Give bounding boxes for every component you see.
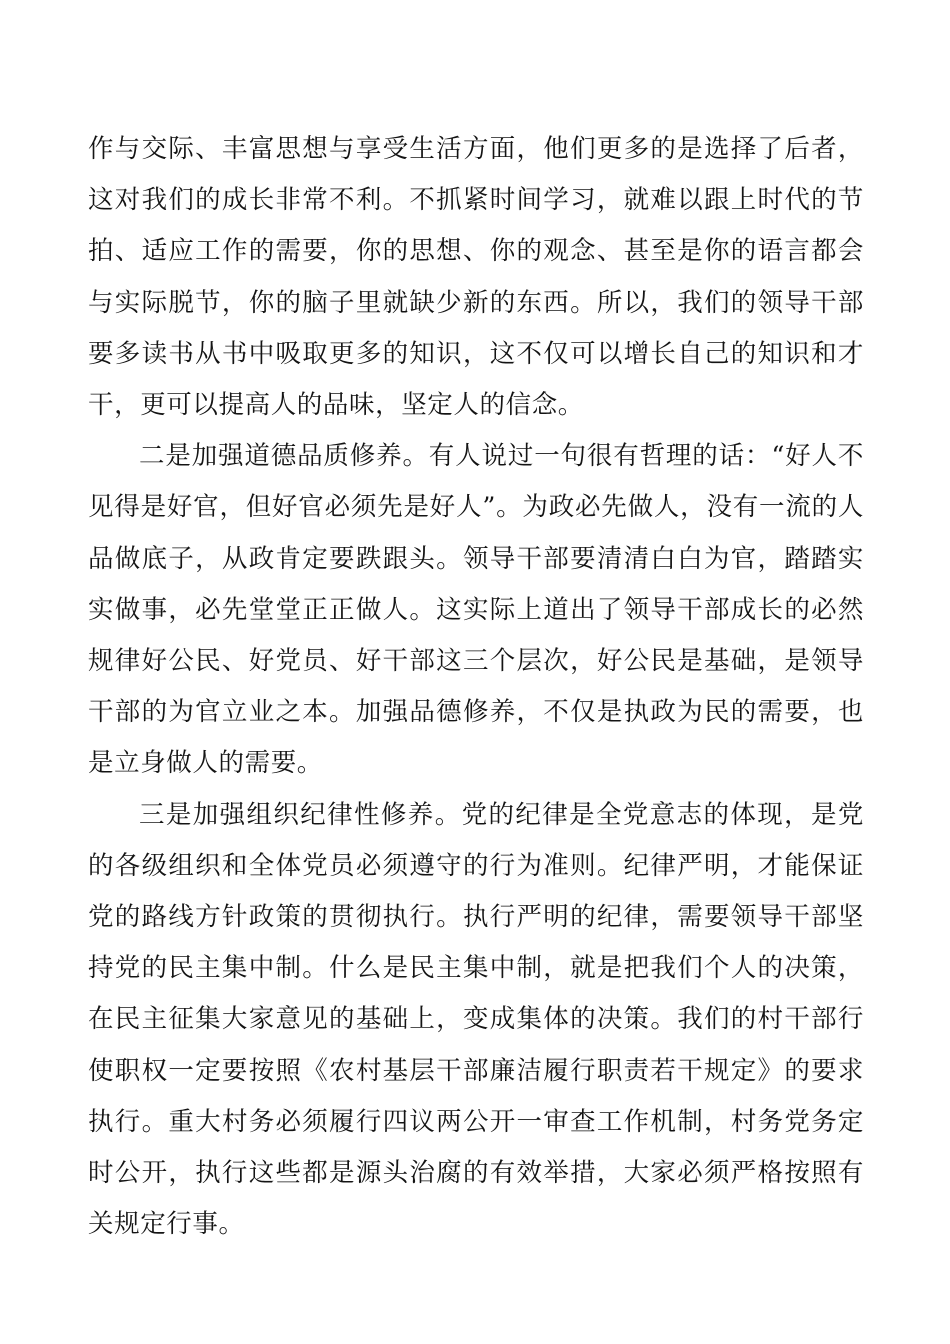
paragraph-moral-cultivation: 二是加强道德品质修养。有人说过一句很有哲理的话：“好人不见得是好官，但好官必须先是好人”。为政必先做人，没有一流的人品做底子，从政肯定要跌跟头。领导干部要清清白白为官，踏踏实实做事，必先堂堂正正做人。这实际上道出了领导干部成长的必然规律好公民、好党员、好干部这三个层次，好公民是基础，是领导干部的为官立业之本。加强品德修养，不仅是执政为民的需要，也是立身做人的需要。 [88, 441, 864, 779]
document-body [88, 124, 864, 1250]
paragraph-continuation-reading: 作与交际、丰富思想与享受生活方面，他们更多的是选择了后者，这对我们的成长非常不利。不抓紧时间学习，就难以跟上时代的节拍、适应工作的需要，你的思想、你的观念、甚至是你的语言都会与实际脱节，你的脑子里就缺少新的东西。所以，我们的领导干部要多读书从书中吸取更多的知识，这不仅可以增长自己的知识和才干，更可以提高人的品味，坚定人的信念。 [88, 134, 864, 421]
paragraph-discipline-cultivation: 三是加强组织纪律性修养。党的纪律是全党意志的体现，是党的各级组织和全体党员必须遵守的行为准则。纪律严明，才能保证党的路线方针政策的贯彻执行。执行严明的纪律，需要领导干部坚持党的民主集中制。什么是民主集中制，就是把我们个人的决策，在民主征集大家意见的基础上，变成集体的决策。我们的村干部行使职权一定要按照《农村基层干部廉洁履行职责若干规定》的要求执行。重大村务必须履行四议两公开一审查工作机制，村务党务定时公开，执行这些都是源头治腐的有效举措，大家必须严格按照有关规定行事。 [88, 799, 864, 1240]
